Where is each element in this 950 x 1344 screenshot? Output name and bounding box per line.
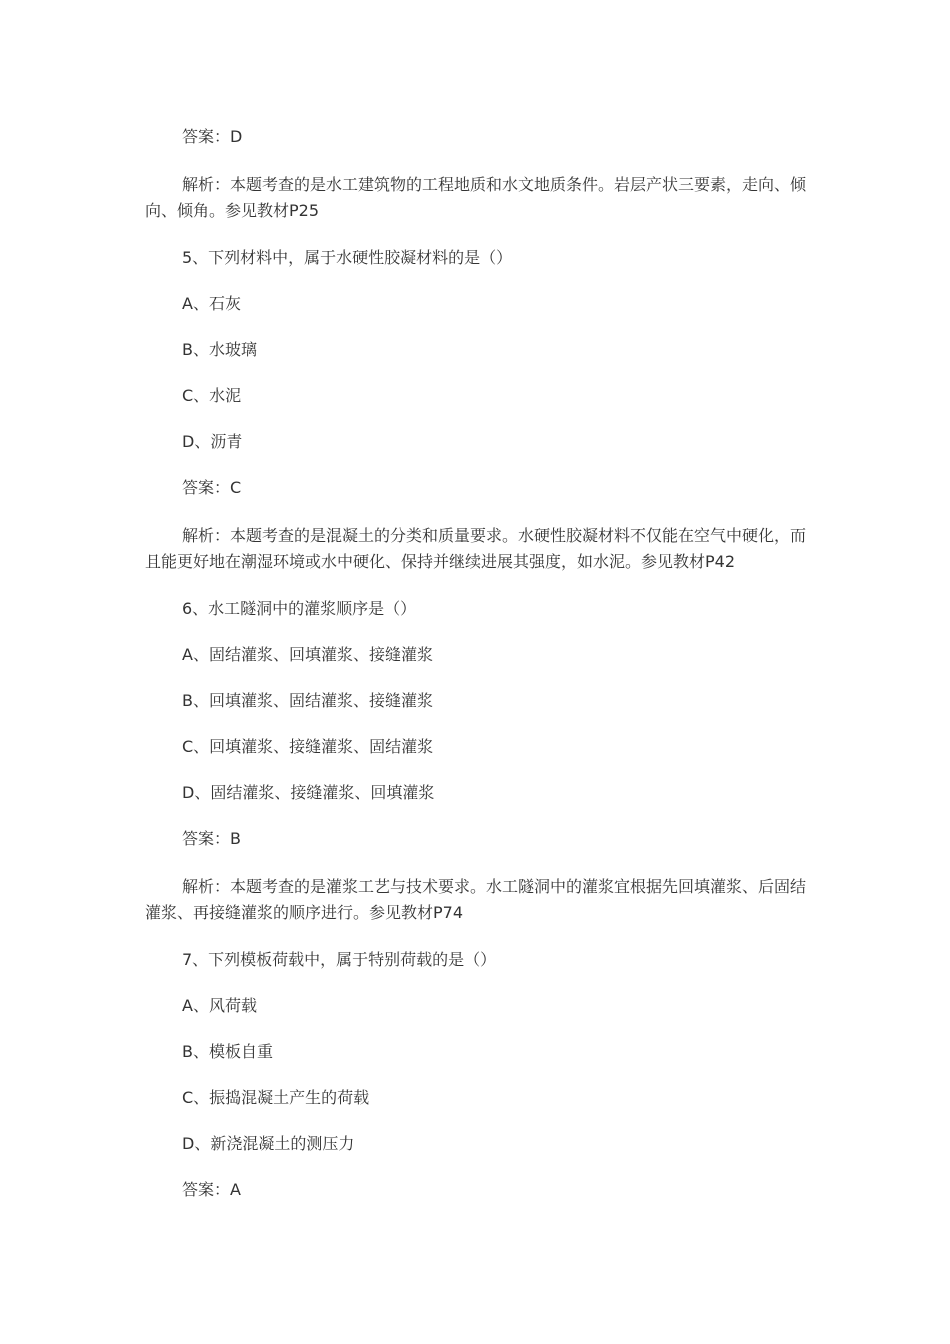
answer-line: 答案：A	[182, 1180, 241, 1199]
option-line: B、模板自重	[182, 1042, 273, 1061]
option-line: D、沥青	[182, 432, 243, 451]
option-line: B、水玻璃	[182, 340, 257, 359]
option-line: D、新浇混凝土的测压力	[182, 1134, 355, 1153]
option-line: C、回填灌浆、接缝灌浆、固结灌浆	[182, 737, 434, 756]
option-line: C、水泥	[182, 386, 242, 405]
option-line: B、回填灌浆、固结灌浆、接缝灌浆	[182, 691, 433, 710]
answer-line: 答案：C	[182, 478, 242, 497]
answer-line: 答案：D	[182, 127, 243, 146]
option-line: A、风荷载	[182, 996, 257, 1015]
option-line: D、固结灌浆、接缝灌浆、回填灌浆	[182, 783, 435, 802]
option-line: A、固结灌浆、回填灌浆、接缝灌浆	[182, 645, 433, 664]
explanation-paragraph: 解析：本题考查的是灌浆工艺与技术要求。水工隧洞中的灌浆宜根据先回填灌浆、后固结灌浆、再接缝灌浆的顺序进行。参见教材P74	[145, 877, 807, 922]
question-6: 6、水工隧洞中的灌浆顺序是（）	[182, 599, 417, 618]
option-line: A、石灰	[182, 294, 241, 313]
explanation-paragraph: 解析：本题考查的是水工建筑物的工程地质和水文地质条件。岩层产状三要素，走向、倾向、倾角。参见教材P25	[145, 175, 807, 220]
question-5: 5、下列材料中，属于水硬性胶凝材料的是（）	[182, 248, 513, 267]
option-line: C、振捣混凝土产生的荷载	[182, 1088, 370, 1107]
explanation-paragraph: 解析：本题考查的是混凝土的分类和质量要求。水硬性胶凝材料不仅能在空气中硬化，而且能更好地在潮湿环境或水中硬化、保持并继续进展其强度，如水泥。参见教材P42	[145, 526, 807, 571]
question-7: 7、下列模板荷载中，属于特别荷载的是（）	[182, 950, 497, 969]
answer-line: 答案：B	[182, 829, 241, 848]
